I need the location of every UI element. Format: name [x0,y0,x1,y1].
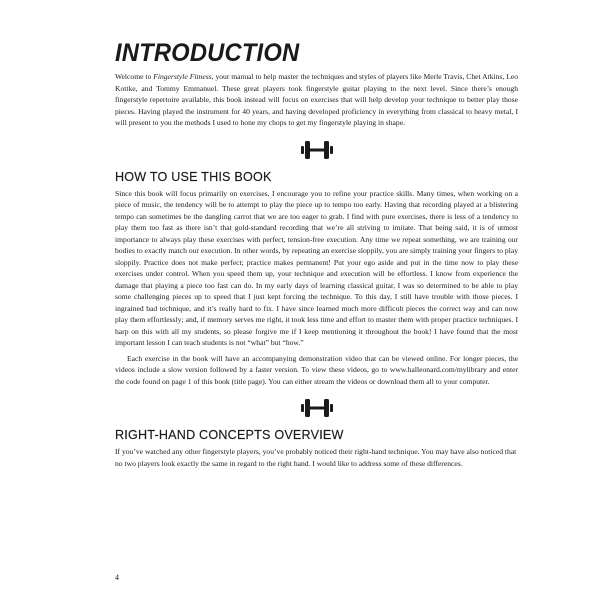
intro-paragraph [115,71,518,129]
section-divider [115,139,518,161]
section-heading-right-hand: RIGHT-HAND CONCEPTS OVERVIEW [115,428,344,442]
intro-text-rest: , your manual to help master the techniques and styles of players like Merle Travis, Chet Atkins, Leo Kottke, and Tommy Emmanuel. These great players took fingerstyle guitar playing to the next level. Since there’s enough fingerstyle repertoire available, this book instead will focus on exercises that will help develop your technique to better play those pieces. Having played the instrument for 40 years, and having developed proficiency in everything from classical to heavy metal, I will present to you the methods I used to hone my chops to get my fingerstyle playing in shape. [115,72,518,127]
page-number: 4 [115,573,119,582]
page-content [115,40,518,469]
right-hand-paragraph: If you’ve watched any other fingerstyle players, you’ve probably noticed their right-hand technique. You may have also noticed that no two players look exactly the same in regard to the right hand. I would like to address some of these differences. [115,447,517,468]
section-divider [115,397,518,419]
how-to-use-paragraph-1: Since this book will focus primarily on exercises, I encourage you to refine your practice skills. Many times, when working on a piece of music, the tendency will be to attempt to play the piece up to tempo too early. Having that recording played at a blistering tempo can sometimes be the dangling carrot that we are too eager to grab. I find with pure exercises, there is less of a tendency to play them too fast as there isn’t that gold-standard recording that we’re all striving to imitate. That being said, it is of utmost importance to always play these exercises with perfect, tension-free execution. Any time we repeat something, we are training our bodies to exactly match our execution. In other words, by repeating an exercise sloppily, you are simply training your fingers to play sloppily. Practice does not make perfect; practice makes permanent! Put your ego aside and put in the time now to play these exercises under control. When you speed them up, your technique and execution will be effortless. I know from experience the damage that playing a piece too fast can do. In my early days of learning classical guitar, I was so determined to be able to play some challenging pieces up to speed that I just kept forcing the technique. To this day, I still have trouble with those pieces. I ingrained bad technique, and it’s really hard to fix. I have since learned much more difficult pieces the correct way and can now play them effortlessly; and, if memory serves me right, it took less time and effort to master them with proper practice techniques. I harp on this with all my students, so please forgive me if I keep mentioning it throughout the book! I have found that the most important lesson I can teach students is not “what” but “how.” [115,188,518,347]
book-title: Fingerstyle Fitness [153,72,212,81]
section-heading-how-to-use: HOW TO USE THIS BOOK [115,169,272,184]
dumbbell-icon [301,398,333,418]
how-to-use-paragraph-2: Each exercise in the book will have an accompanying demonstration video that can be viewed online. For longer pieces, the videos include a slow version followed by a faster version. To view these videos, go to www.halleonard.com/mylibrary and enter the code found on page 1 of this book (title page). You can either stream the videos or download them all to your computer. [115,353,518,386]
intro-text-start: Welcome to [115,72,154,81]
page-title: INTRODUCTION [115,39,300,67]
dumbbell-icon [301,140,333,160]
